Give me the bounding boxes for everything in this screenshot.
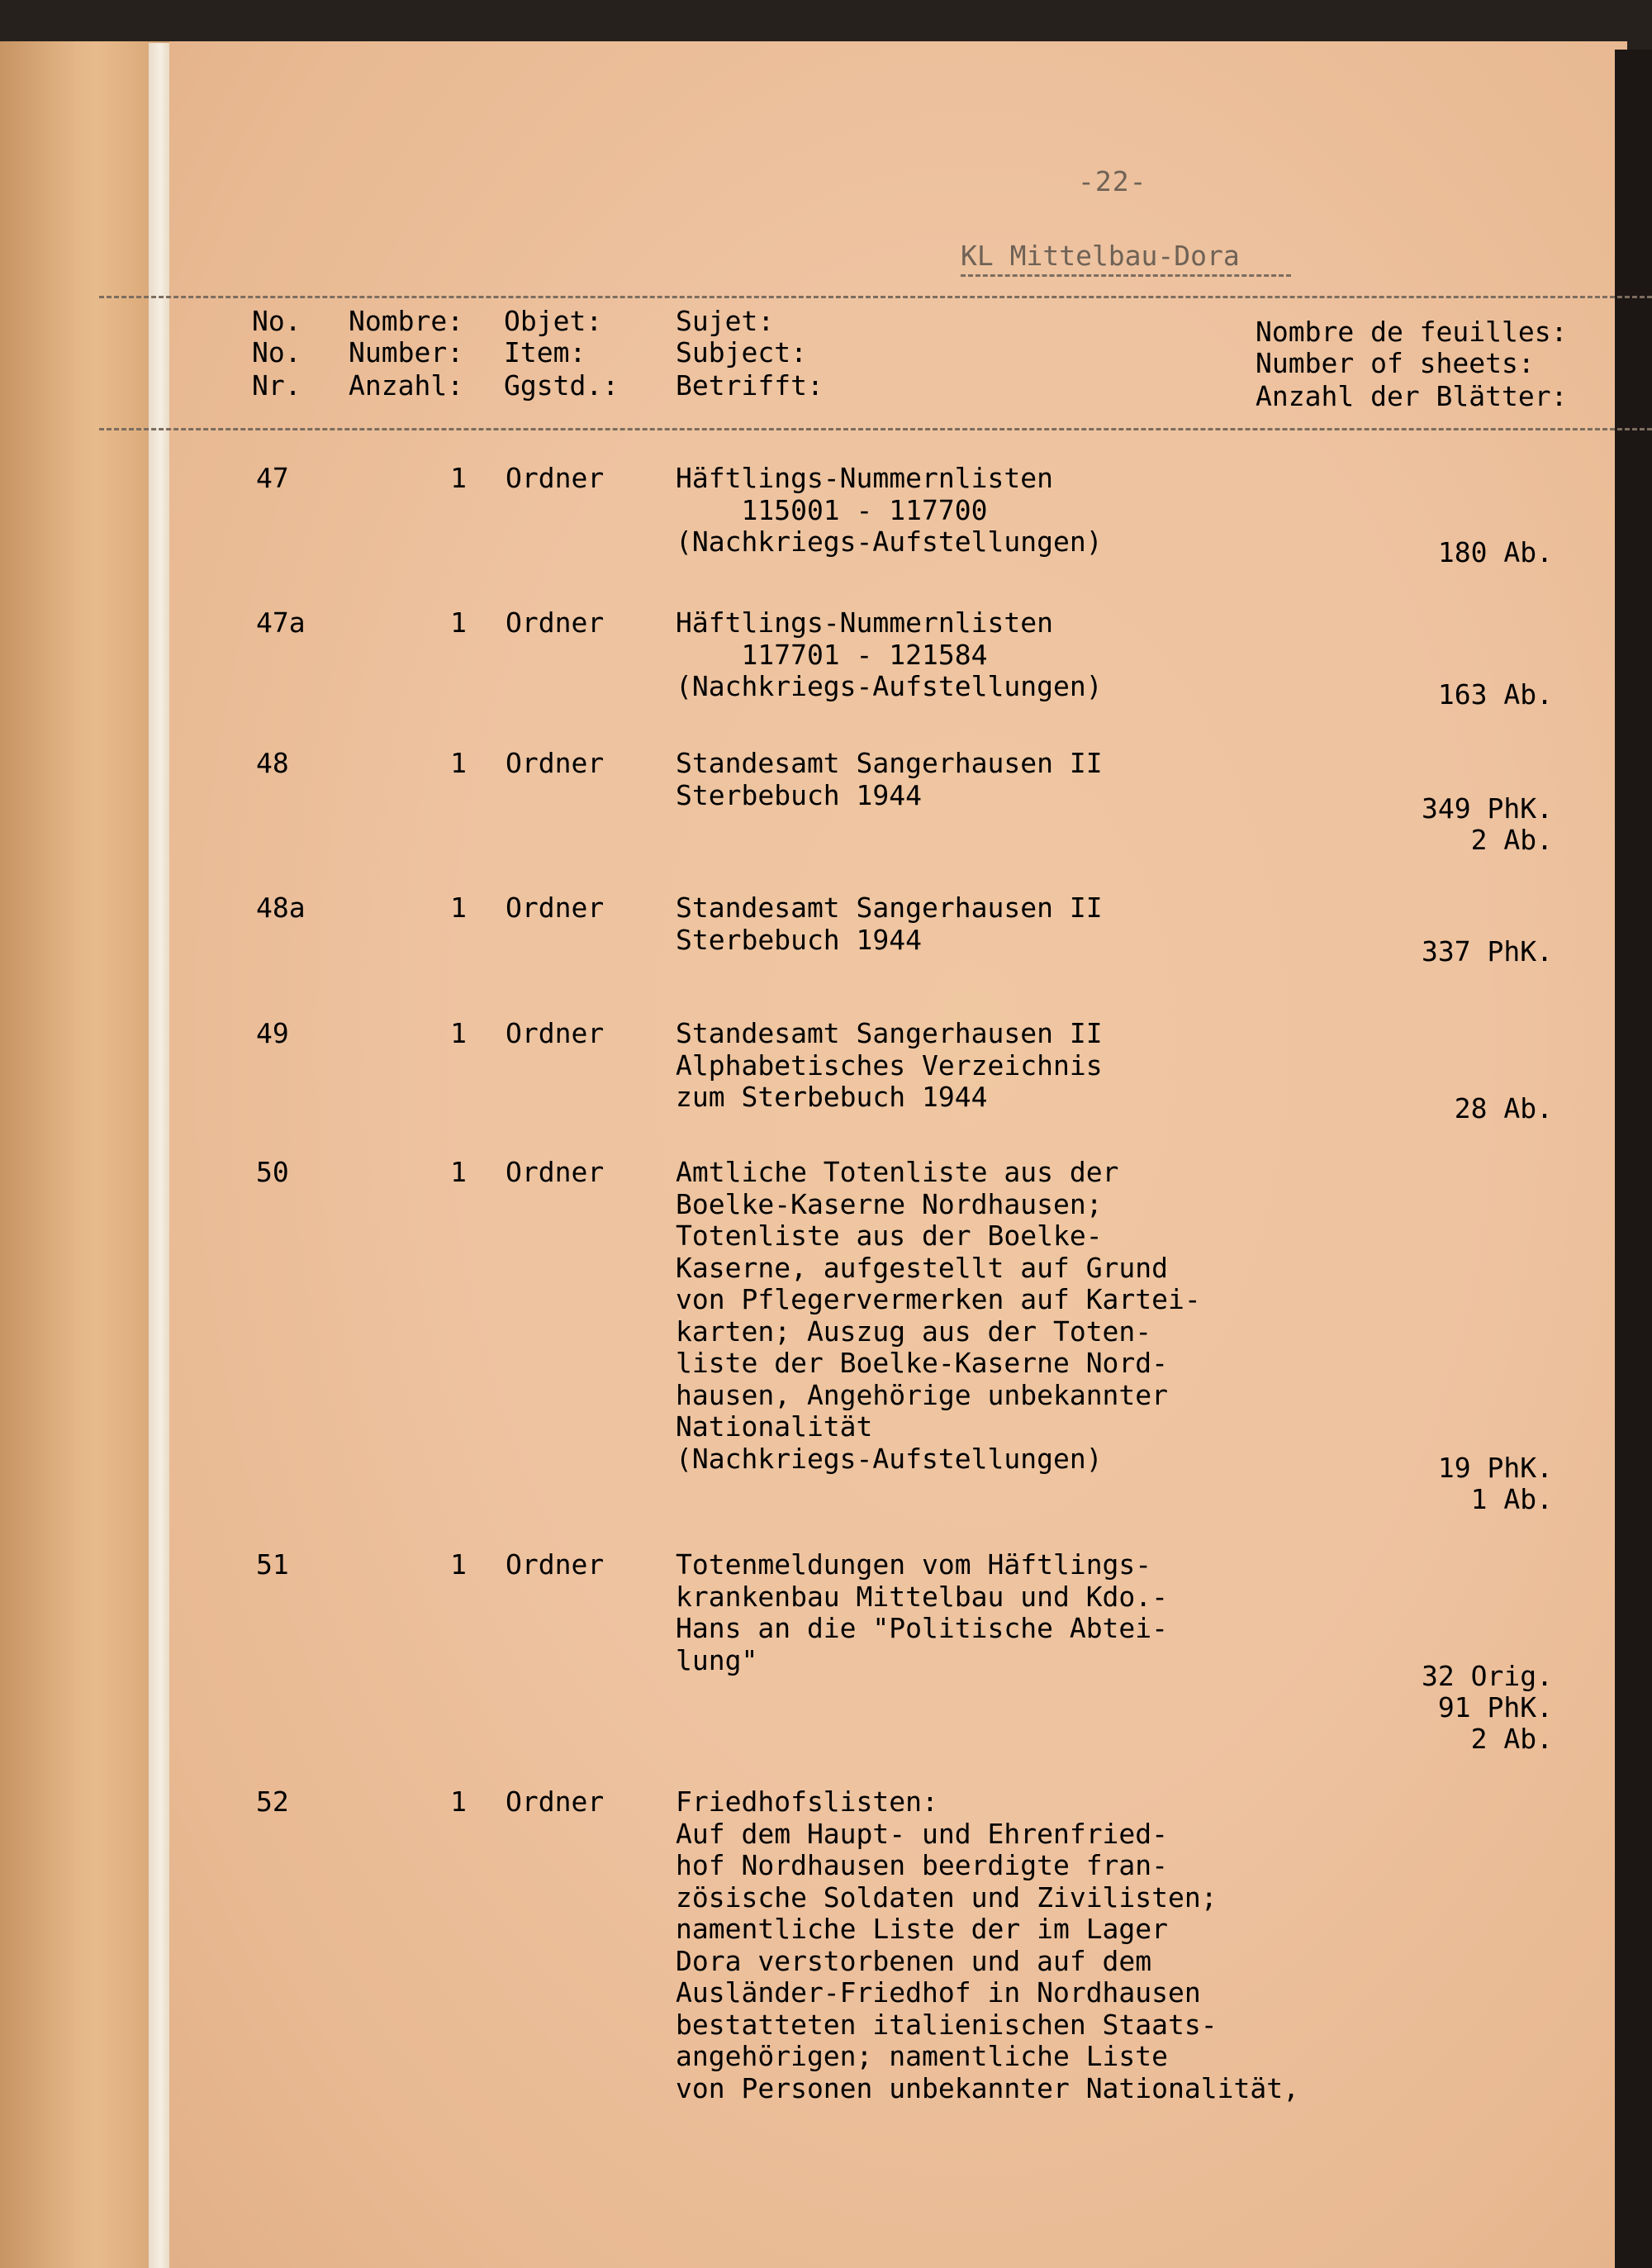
header-count-de: Anzahl:: [349, 369, 464, 402]
entry-count: 1: [450, 1548, 467, 1581]
entry-number: 51: [256, 1548, 289, 1581]
entry-sheets: 2 Ab.: [1470, 1723, 1553, 1755]
entry-subject-line: Totenmeldungen vom Häftlings-: [676, 1548, 1152, 1581]
entry-subject-line: Alphabetisches Verzeichnis: [676, 1048, 1103, 1082]
entry-sheets: 91 PhK.: [1437, 1691, 1553, 1724]
entry-subject-line: namentliche Liste der im Lager: [676, 1913, 1169, 1945]
entry-subject-line: hof Nordhausen beerdigte fran-: [676, 1849, 1169, 1881]
entry-subject-line: angehörigen; namentliche Liste: [676, 2040, 1169, 2072]
entry-subject-line: krankenbau Mittelbau und Kdo.-: [676, 1580, 1169, 1613]
page-number: -22-: [1078, 165, 1147, 197]
entry-sheets: 349 PhK.: [1422, 792, 1553, 825]
entry-item: Ordner: [506, 606, 605, 639]
header-sheets-fr: Nombre de feuilles:: [1256, 316, 1568, 348]
entry-subject-line: Dora verstorbenen und auf dem: [676, 1944, 1152, 1977]
entry-number: 48a: [256, 892, 306, 924]
entry-subject-line: (Nachkriegs-Aufstellungen): [676, 670, 1103, 702]
entry-number: 48: [256, 747, 289, 779]
header-sheets-en: Number of sheets:: [1256, 347, 1535, 379]
header-no-fr: No.: [252, 305, 301, 337]
header-sheets-de: Anzahl der Blätter:: [1256, 380, 1568, 412]
entry-subject-line: Häftlings-Nummernlisten: [676, 606, 1053, 639]
entry-subject-line: Hans an die "Politische Abtei-: [676, 1612, 1169, 1644]
background-edge: [1615, 50, 1652, 2268]
header-no-en: No.: [252, 336, 301, 368]
entry-item: Ordner: [506, 1548, 605, 1581]
entry-item: Ordner: [506, 462, 605, 494]
entry-item: Ordner: [506, 1785, 605, 1818]
header-subject-de: Betrifft:: [676, 369, 824, 402]
entry-count: 1: [450, 1785, 467, 1818]
entry-subject-line: zösische Soldaten und Zivilisten;: [676, 1880, 1218, 1914]
entry-number: 49: [256, 1017, 289, 1049]
entry-subject-line: karten; Auszug aus der Toten-: [676, 1315, 1152, 1348]
entry-item: Ordner: [506, 1017, 605, 1049]
entry-sheets: 2 Ab.: [1470, 824, 1553, 856]
header-item-fr: Objet:: [504, 305, 603, 337]
header-subject-en: Subject:: [676, 336, 807, 368]
entry-subject-line: Amtliche Totenliste aus der: [676, 1156, 1119, 1188]
document-title: KL Mittelbau-Dora: [961, 240, 1240, 272]
header-count-en: Number:: [349, 336, 464, 368]
header-rule-top: [99, 296, 1652, 298]
entry-subject-line: hausen, Angehörige unbekannter: [676, 1378, 1169, 1411]
entry-subject-line: von Personen unbekannter Nationalität,: [676, 2071, 1299, 2104]
entry-sheets: 337 PhK.: [1422, 935, 1553, 968]
entry-subject-line: 115001 - 117700: [676, 493, 988, 526]
entry-count: 1: [450, 606, 467, 639]
page-fold: [149, 43, 172, 2268]
entry-number: 47: [256, 462, 289, 494]
entry-sheets: 163 Ab.: [1437, 678, 1553, 711]
entry-subject-line: zum Sterbebuch 1944: [676, 1081, 988, 1113]
entry-subject-line: liste der Boelke-Kaserne Nord-: [676, 1347, 1169, 1379]
entry-sheets: 32 Orig.: [1422, 1660, 1553, 1692]
entry-subject-line: lung": [676, 1643, 758, 1676]
entry-subject-line: Boelke-Kaserne Nordhausen;: [676, 1187, 1103, 1220]
entry-subject-line: Standesamt Sangerhausen II: [676, 1017, 1103, 1049]
entry-subject-line: (Nachkriegs-Aufstellungen): [676, 1442, 1103, 1475]
entry-count: 1: [450, 462, 467, 494]
header-subject-fr: Sujet:: [676, 305, 775, 337]
header-no-de: Nr.: [252, 369, 301, 402]
entry-item: Ordner: [506, 892, 605, 924]
entry-subject-line: Sterbebuch 1944: [676, 923, 923, 956]
header-item-en: Item:: [504, 336, 586, 368]
entry-sheets: 180 Ab.: [1437, 536, 1553, 568]
entry-count: 1: [450, 747, 467, 779]
header-item-de: Ggstd.:: [504, 369, 620, 402]
entry-number: 50: [256, 1156, 289, 1188]
entry-item: Ordner: [506, 747, 605, 779]
entry-subject-line: 117701 - 121584: [676, 638, 988, 671]
entry-sheets: 28 Ab.: [1454, 1092, 1553, 1124]
entry-subject-line: (Nachkriegs-Aufstellungen): [676, 525, 1103, 558]
entry-count: 1: [450, 1156, 467, 1188]
entry-number: 47a: [256, 606, 306, 639]
entry-subject-line: Totenliste aus der Boelke-: [676, 1220, 1103, 1252]
entry-subject-line: von Pflegervermerken auf Kartei-: [676, 1283, 1201, 1315]
entry-subject-line: Kaserne, aufgestellt auf Grund: [676, 1251, 1169, 1284]
entry-item: Ordner: [506, 1156, 605, 1188]
entry-subject-line: Auf dem Haupt- und Ehrenfried-: [676, 1817, 1169, 1850]
entry-subject-line: Ausländer-Friedhof in Nordhausen: [676, 1976, 1201, 2009]
entry-subject-line: Standesamt Sangerhausen II: [676, 892, 1103, 924]
entry-subject-line: Nationalität: [676, 1410, 873, 1443]
entry-subject-line: Häftlings-Nummernlisten: [676, 462, 1053, 494]
entry-sheets: 19 PhK.: [1437, 1452, 1553, 1484]
header-count-fr: Nombre:: [349, 305, 464, 337]
header-rule-bottom: [99, 428, 1652, 430]
title-underline: [961, 274, 1291, 277]
entry-sheets: 1 Ab.: [1470, 1483, 1553, 1515]
entry-subject-line: Friedhofslisten:: [676, 1785, 938, 1818]
entry-count: 1: [450, 1017, 467, 1049]
back-page-edge: [0, 41, 74, 2268]
entry-subject-line: bestatteten italienischen Staats-: [676, 2008, 1218, 2041]
entry-subject-line: Sterbebuch 1944: [676, 778, 923, 811]
entry-subject-line: Standesamt Sangerhausen II: [676, 747, 1103, 779]
entry-number: 52: [256, 1785, 289, 1818]
entry-count: 1: [450, 892, 467, 924]
